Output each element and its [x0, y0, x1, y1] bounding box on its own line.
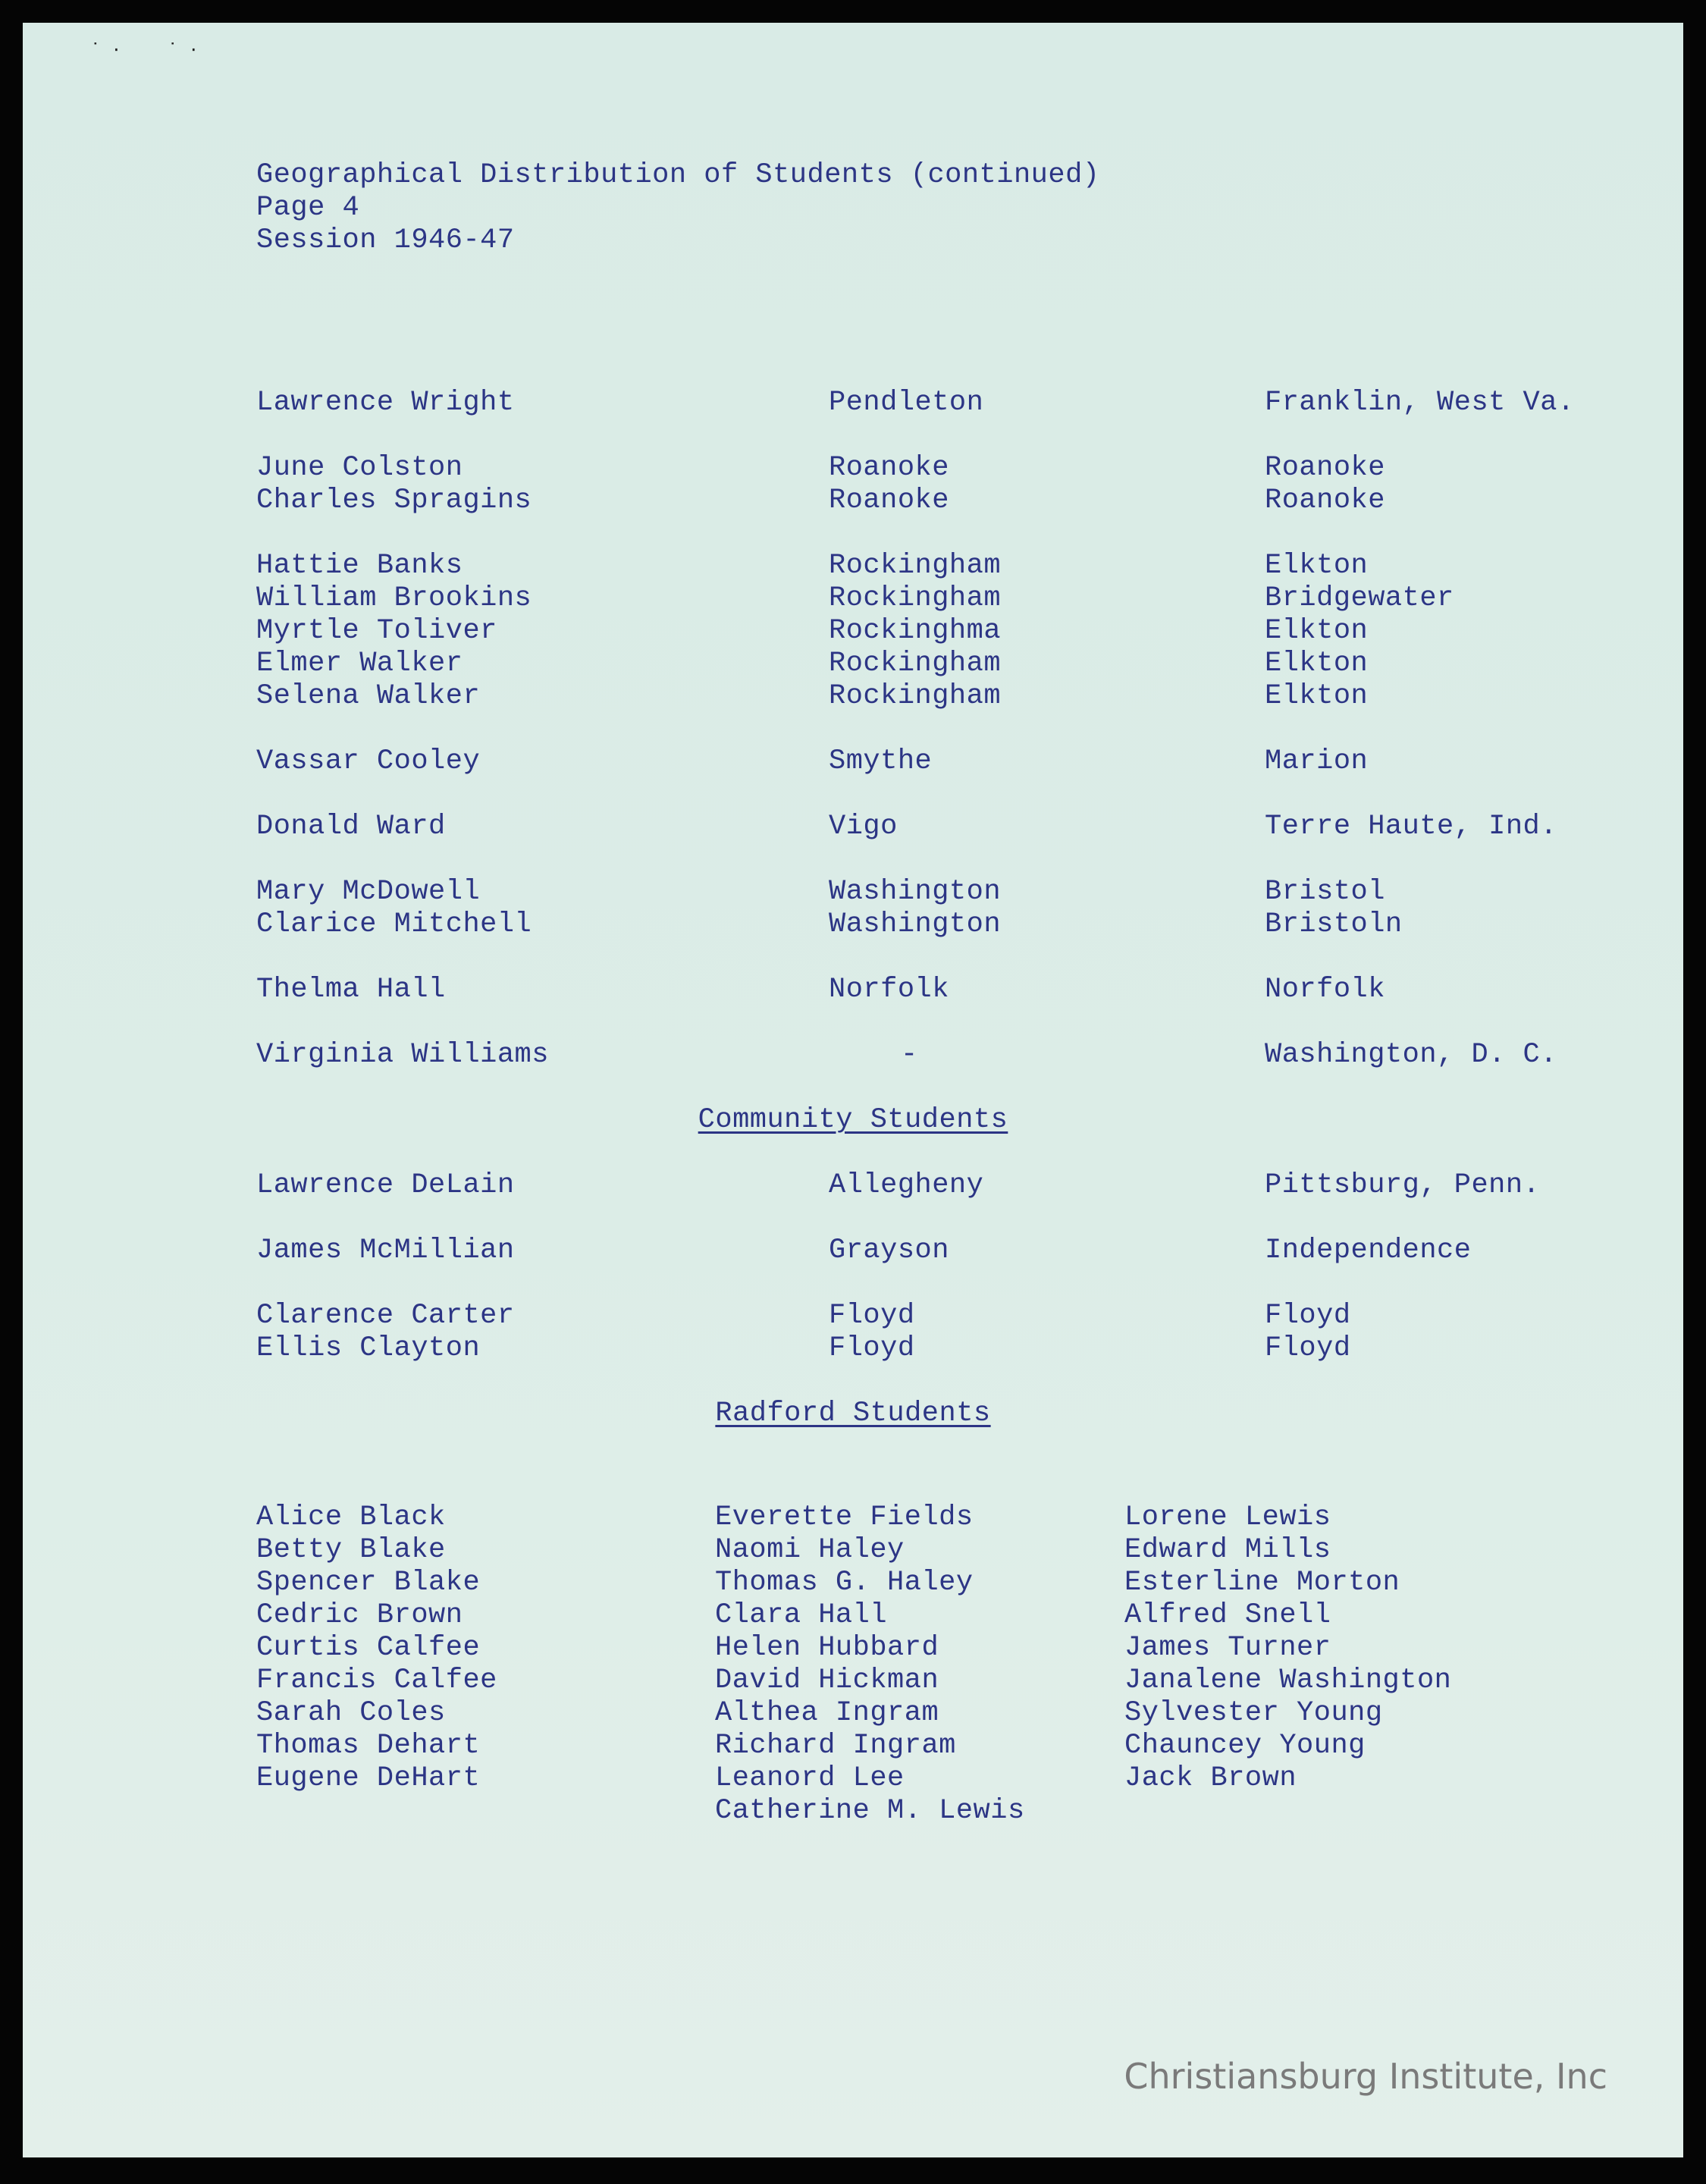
student-name: Vassar Cooley	[256, 745, 481, 777]
list-item: Naomi Haley	[715, 1534, 905, 1566]
list-item: Janalene Washington	[1124, 1665, 1452, 1696]
list-item: David Hickman	[715, 1665, 939, 1696]
list-item: James Turner	[1124, 1632, 1331, 1664]
student-town: Bristol	[1265, 876, 1385, 908]
student-county: Rockingham	[829, 680, 1002, 712]
student-county: Washington	[829, 876, 1002, 908]
student-town: Marion	[1265, 745, 1369, 777]
student-county: Rockinghma	[829, 615, 1002, 647]
student-name: Elmer Walker	[256, 648, 463, 679]
student-town: Elkton	[1265, 680, 1369, 712]
student-name: Virginia Williams	[256, 1039, 549, 1071]
list-item: Eugene DeHart	[256, 1762, 481, 1794]
student-county: Grayson	[829, 1235, 949, 1266]
header-title: Geographical Distribution of Students (continued)	[256, 159, 1100, 191]
list-item: Lorene Lewis	[1124, 1502, 1331, 1533]
student-town: Elkton	[1265, 648, 1369, 679]
student-county: Floyd	[829, 1300, 915, 1332]
paper-specks: ˙ ‧ ˙ ‧	[89, 40, 197, 63]
student-county: Washington	[829, 908, 1002, 940]
list-item: Edward Mills	[1124, 1534, 1331, 1566]
student-county: Norfolk	[829, 974, 949, 1006]
radford-names-column-1	[256, 1502, 497, 1795]
student-row	[23, 680, 1683, 713]
list-item: Clara Hall	[715, 1599, 888, 1631]
student-name: Lawrence Wright	[256, 387, 515, 419]
watermark: Christiansburg Institute, Inc	[1124, 2056, 1607, 2097]
student-county: Rockingham	[829, 648, 1002, 679]
student-row	[23, 582, 1683, 615]
student-town: Independence	[1265, 1235, 1472, 1266]
student-county: Rockingham	[829, 550, 1002, 582]
community-section-title: Community Students	[698, 1104, 1008, 1136]
header-page: Page 4	[256, 192, 360, 224]
student-row	[23, 745, 1683, 778]
radford-names-column-2	[715, 1502, 1025, 1828]
list-item: Althea Ingram	[715, 1697, 939, 1729]
student-county: Vigo	[829, 811, 898, 843]
list-item: Alfred Snell	[1124, 1599, 1331, 1631]
document-header	[256, 159, 1099, 257]
student-row	[23, 974, 1683, 1006]
document-page	[23, 23, 1683, 2157]
student-town: Elkton	[1265, 550, 1369, 582]
student-name: Clarice Mitchell	[256, 908, 532, 940]
student-town: Roanoke	[1265, 485, 1385, 516]
list-item: Thomas G. Haley	[715, 1567, 974, 1599]
community-row	[23, 1332, 1683, 1365]
student-row	[23, 648, 1683, 680]
student-county: Smythe	[829, 745, 933, 777]
list-item: Sarah Coles	[256, 1697, 446, 1729]
list-item: Helen Hubbard	[715, 1632, 939, 1664]
student-name: Charles Spragins	[256, 485, 532, 516]
student-town: Floyd	[1265, 1332, 1351, 1364]
community-row	[23, 1169, 1683, 1202]
student-name: Hattie Banks	[256, 550, 463, 582]
radford-section-title: Radford Students	[715, 1398, 991, 1429]
student-name: June Colston	[256, 452, 463, 484]
student-row	[23, 485, 1683, 517]
list-item: Alice Black	[256, 1502, 446, 1533]
list-item: Francis Calfee	[256, 1665, 497, 1696]
student-county: Rockingham	[829, 582, 1002, 614]
student-row	[23, 550, 1683, 582]
student-town: Floyd	[1265, 1300, 1351, 1332]
list-item: Thomas Dehart	[256, 1730, 481, 1762]
list-item: Cedric Brown	[256, 1599, 463, 1631]
student-town: Pittsburg, Penn.	[1265, 1169, 1541, 1201]
student-name: Myrtle Toliver	[256, 615, 497, 647]
student-row	[23, 615, 1683, 648]
community-row	[23, 1235, 1683, 1267]
student-town: Roanoke	[1265, 452, 1385, 484]
student-name: James McMillian	[256, 1235, 515, 1266]
community-row	[23, 1300, 1683, 1332]
list-item: Leanord Lee	[715, 1762, 905, 1794]
student-county: Roanoke	[829, 452, 949, 484]
student-name: Ellis Clayton	[256, 1332, 481, 1364]
student-name: Mary McDowell	[256, 876, 481, 908]
student-county: Allegheny	[829, 1169, 984, 1201]
student-row	[23, 908, 1683, 941]
student-name: Lawrence DeLain	[256, 1169, 515, 1201]
student-county: -	[901, 1039, 918, 1071]
list-item: Jack Brown	[1124, 1762, 1297, 1794]
student-row	[23, 387, 1683, 419]
student-row	[23, 452, 1683, 485]
student-row	[23, 811, 1683, 843]
student-town: Bristoln	[1265, 908, 1403, 940]
student-county: Pendleton	[829, 387, 984, 419]
student-town: Elkton	[1265, 615, 1369, 647]
student-name: Thelma Hall	[256, 974, 446, 1006]
student-row	[23, 876, 1683, 908]
student-row	[23, 1039, 1683, 1072]
student-town: Bridgewater	[1265, 582, 1454, 614]
student-name: Donald Ward	[256, 811, 446, 843]
student-name: Selena Walker	[256, 680, 481, 712]
student-name: William Brookins	[256, 582, 532, 614]
student-town: Franklin, West Va.	[1265, 387, 1575, 419]
student-town: Norfolk	[1265, 974, 1385, 1006]
list-item: Chauncey Young	[1124, 1730, 1366, 1762]
list-item: Richard Ingram	[715, 1730, 956, 1762]
student-county: Floyd	[829, 1332, 915, 1364]
list-item: Spencer Blake	[256, 1567, 481, 1599]
list-item: Sylvester Young	[1124, 1697, 1383, 1729]
header-session: Session 1946-47	[256, 224, 515, 256]
list-item: Curtis Calfee	[256, 1632, 481, 1664]
student-county: Roanoke	[829, 485, 949, 516]
list-item: Betty Blake	[256, 1534, 446, 1566]
radford-names-column-3	[1124, 1502, 1451, 1795]
list-item: Catherine M. Lewis	[715, 1795, 1025, 1827]
list-item: Everette Fields	[715, 1502, 974, 1533]
student-town: Terre Haute, Ind.	[1265, 811, 1557, 843]
list-item: Esterline Morton	[1124, 1567, 1400, 1599]
student-name: Clarence Carter	[256, 1300, 515, 1332]
student-town: Washington, D. C.	[1265, 1039, 1557, 1071]
